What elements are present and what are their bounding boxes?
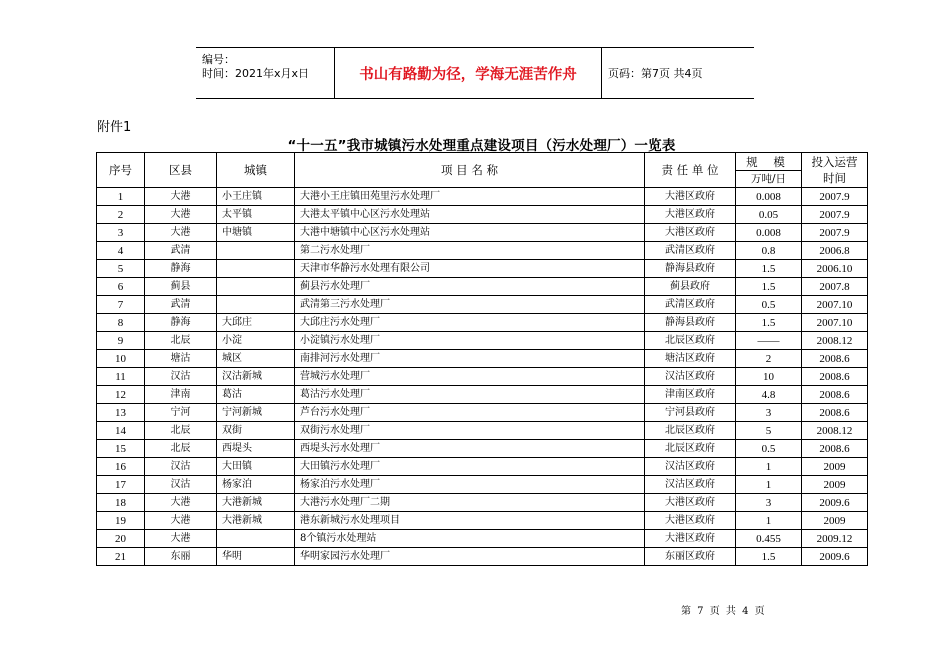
cell-town: 大田镇 [217, 458, 295, 476]
cell-unit: 大港区政府 [645, 512, 736, 530]
cell-town: 大港新城 [217, 494, 295, 512]
cell-district: 大港 [145, 530, 217, 548]
header-district: 区县 [145, 153, 217, 188]
cell-seq: 7 [97, 296, 145, 314]
cell-unit: 汉沽区政府 [645, 476, 736, 494]
cell-town: 大邱庄 [217, 314, 295, 332]
cell-town: 葛沽 [217, 386, 295, 404]
cell-scale: 1.5 [736, 278, 802, 296]
table-row [97, 296, 868, 314]
header-scale-unit: 万吨/日 [736, 171, 802, 188]
cell-scale: 0.5 [736, 296, 802, 314]
cell-district: 静海 [145, 314, 217, 332]
table-row [97, 404, 868, 422]
cell-seq: 17 [97, 476, 145, 494]
cell-project: 大港污水处理厂二期 [295, 494, 645, 512]
cell-seq: 1 [97, 188, 145, 206]
cell-district: 大港 [145, 206, 217, 224]
cell-seq: 16 [97, 458, 145, 476]
cell-time: 2008.6 [802, 350, 868, 368]
cell-project: 营城污水处理厂 [295, 368, 645, 386]
cell-town [217, 278, 295, 296]
cell-scale: 3 [736, 404, 802, 422]
cell-time: 2007.10 [802, 296, 868, 314]
cell-seq: 11 [97, 368, 145, 386]
cell-district: 东丽 [145, 548, 217, 566]
cell-town: 大港新城 [217, 512, 295, 530]
cell-time: 2007.8 [802, 278, 868, 296]
table-row [97, 458, 868, 476]
cell-town [217, 242, 295, 260]
table-row [97, 440, 868, 458]
table-row [97, 386, 868, 404]
cell-unit: 蓟县政府 [645, 278, 736, 296]
cell-project: 南排河污水处理厂 [295, 350, 645, 368]
cell-seq: 3 [97, 224, 145, 242]
header-town: 城镇 [217, 153, 295, 188]
table-row [97, 548, 868, 566]
cell-scale: 5 [736, 422, 802, 440]
page-footer: 第 7 页 共 4 页 [681, 606, 765, 617]
cell-town: 太平镇 [217, 206, 295, 224]
cell-town: 华明 [217, 548, 295, 566]
cell-scale: 1 [736, 512, 802, 530]
cell-time: 2008.6 [802, 386, 868, 404]
cell-district: 津南 [145, 386, 217, 404]
cell-district: 北辰 [145, 440, 217, 458]
cell-project: 大田镇污水处理厂 [295, 458, 645, 476]
cell-district: 大港 [145, 512, 217, 530]
cell-town: 中塘镇 [217, 224, 295, 242]
header-project: 项 目 名 称 [295, 153, 645, 188]
table-row [97, 476, 868, 494]
cell-town: 宁河新城 [217, 404, 295, 422]
cell-scale: 1 [736, 476, 802, 494]
cell-district: 塘沽 [145, 350, 217, 368]
header-motto: 书山有路勤为径，学海无涯苦作舟 [335, 48, 602, 98]
cell-district: 汉沽 [145, 368, 217, 386]
cell-scale: 2 [736, 350, 802, 368]
cell-unit: 静海县政府 [645, 314, 736, 332]
header-operation: 投入运营时间 [802, 153, 868, 188]
table-title: “十一五”我市城镇污水处理重点建设项目（污水处理厂）一览表 [287, 138, 676, 154]
cell-town: 双街 [217, 422, 295, 440]
cell-district: 北辰 [145, 332, 217, 350]
cell-project: 蓟县污水处理厂 [295, 278, 645, 296]
cell-scale: 1.5 [736, 314, 802, 332]
cell-town: 西堤头 [217, 440, 295, 458]
cell-unit: 宁河县政府 [645, 404, 736, 422]
cell-scale: 0.8 [736, 242, 802, 260]
table-row [97, 422, 868, 440]
cell-scale: 3 [736, 494, 802, 512]
cell-seq: 14 [97, 422, 145, 440]
cell-town: 汉沽新城 [217, 368, 295, 386]
cell-seq: 4 [97, 242, 145, 260]
cell-district: 武清 [145, 242, 217, 260]
header-seq: 序号 [97, 153, 145, 188]
cell-town [217, 296, 295, 314]
header-unit: 责 任 单 位 [645, 153, 736, 188]
cell-project: 大港小王庄镇田苑里污水处理厂 [295, 188, 645, 206]
cell-unit: 大港区政府 [645, 188, 736, 206]
cell-seq: 5 [97, 260, 145, 278]
cell-seq: 10 [97, 350, 145, 368]
page-label: 页码：第7页 共4页 [608, 67, 703, 80]
cell-scale: 1.5 [736, 548, 802, 566]
cell-district: 汉沽 [145, 476, 217, 494]
cell-unit: 大港区政府 [645, 494, 736, 512]
number-label: 编号： [202, 53, 235, 66]
cell-unit: 塘沽区政府 [645, 350, 736, 368]
cell-project: 葛沽污水处理厂 [295, 386, 645, 404]
cell-district: 汉沽 [145, 458, 217, 476]
header-meta [196, 48, 335, 98]
table-row [97, 188, 868, 206]
cell-seq: 19 [97, 512, 145, 530]
cell-unit: 静海县政府 [645, 260, 736, 278]
cell-district: 武清 [145, 296, 217, 314]
table-row [97, 206, 868, 224]
cell-scale: 4.8 [736, 386, 802, 404]
table-row [97, 260, 868, 278]
table-row [97, 512, 868, 530]
cell-time: 2009.6 [802, 548, 868, 566]
cell-seq: 13 [97, 404, 145, 422]
cell-scale: 0.05 [736, 206, 802, 224]
cell-scale: 0.008 [736, 188, 802, 206]
cell-unit: 汉沽区政府 [645, 368, 736, 386]
cell-time: 2007.9 [802, 224, 868, 242]
cell-unit: 北辰区政府 [645, 332, 736, 350]
cell-town: 杨家泊 [217, 476, 295, 494]
cell-town: 城区 [217, 350, 295, 368]
cell-unit: 津南区政府 [645, 386, 736, 404]
cell-town [217, 260, 295, 278]
cell-unit: 北辰区政府 [645, 440, 736, 458]
cell-unit: 东丽区政府 [645, 548, 736, 566]
cell-project: 港东新城污水处理项目 [295, 512, 645, 530]
cell-seq: 2 [97, 206, 145, 224]
table-row [97, 242, 868, 260]
cell-time: 2008.12 [802, 422, 868, 440]
cell-seq: 12 [97, 386, 145, 404]
cell-unit: 武清区政府 [645, 296, 736, 314]
cell-town: 小王庄镇 [217, 188, 295, 206]
cell-unit: 大港区政府 [645, 224, 736, 242]
cell-district: 宁河 [145, 404, 217, 422]
cell-time: 2006.10 [802, 260, 868, 278]
table-row [97, 530, 868, 548]
cell-district: 大港 [145, 494, 217, 512]
cell-time: 2009 [802, 458, 868, 476]
cell-district: 静海 [145, 260, 217, 278]
table-row [97, 314, 868, 332]
cell-time: 2007.10 [802, 314, 868, 332]
cell-unit: 大港区政府 [645, 530, 736, 548]
cell-seq: 21 [97, 548, 145, 566]
cell-unit: 武清区政府 [645, 242, 736, 260]
cell-scale: 0.008 [736, 224, 802, 242]
cell-time: 2008.12 [802, 332, 868, 350]
cell-project: 天津市华静污水处理有限公司 [295, 260, 645, 278]
cell-time: 2008.6 [802, 404, 868, 422]
cell-district: 大港 [145, 188, 217, 206]
cell-town [217, 530, 295, 548]
time-label: 时间：2021年x月x日 [202, 67, 310, 80]
cell-project: 小淀镇污水处理厂 [295, 332, 645, 350]
table-row [97, 494, 868, 512]
cell-seq: 9 [97, 332, 145, 350]
cell-seq: 15 [97, 440, 145, 458]
cell-project: 大港中塘镇中心区污水处理站 [295, 224, 645, 242]
cell-district: 蓟县 [145, 278, 217, 296]
cell-seq: 6 [97, 278, 145, 296]
cell-project: 芦台污水处理厂 [295, 404, 645, 422]
cell-scale: 0.5 [736, 440, 802, 458]
cell-project: 双街污水处理厂 [295, 422, 645, 440]
cell-project: 杨家泊污水处理厂 [295, 476, 645, 494]
cell-time: 2007.9 [802, 206, 868, 224]
cell-scale: 1 [736, 458, 802, 476]
table-row [97, 224, 868, 242]
cell-project: 大邱庄污水处理厂 [295, 314, 645, 332]
cell-unit: 汉沽区政府 [645, 458, 736, 476]
cell-scale: 0.455 [736, 530, 802, 548]
table-row [97, 350, 868, 368]
table-row [97, 332, 868, 350]
cell-scale: 10 [736, 368, 802, 386]
cell-time: 2009.12 [802, 530, 868, 548]
cell-project: 第二污水处理厂 [295, 242, 645, 260]
cell-time: 2006.8 [802, 242, 868, 260]
header-scale: 规 模 [736, 153, 802, 171]
document-header [196, 47, 754, 99]
cell-project: 西堤头污水处理厂 [295, 440, 645, 458]
cell-time: 2007.9 [802, 188, 868, 206]
cell-district: 北辰 [145, 422, 217, 440]
cell-time: 2009.6 [802, 494, 868, 512]
cell-project: 大港太平镇中心区污水处理站 [295, 206, 645, 224]
cell-project: 8个镇污水处理站 [295, 530, 645, 548]
cell-seq: 18 [97, 494, 145, 512]
cell-seq: 8 [97, 314, 145, 332]
cell-unit: 大港区政府 [645, 206, 736, 224]
cell-time: 2008.6 [802, 368, 868, 386]
cell-scale: 1.5 [736, 260, 802, 278]
cell-unit: 北辰区政府 [645, 422, 736, 440]
cell-town: 小淀 [217, 332, 295, 350]
cell-time: 2008.6 [802, 440, 868, 458]
project-table [96, 152, 868, 566]
cell-district: 大港 [145, 224, 217, 242]
attachment-label: 附件1 [97, 120, 132, 135]
cell-time: 2009 [802, 512, 868, 530]
cell-seq: 20 [97, 530, 145, 548]
table-row [97, 278, 868, 296]
cell-scale: —— [736, 332, 802, 350]
table-row [97, 368, 868, 386]
cell-project: 武清第三污水处理厂 [295, 296, 645, 314]
cell-time: 2009 [802, 476, 868, 494]
cell-project: 华明家园污水处理厂 [295, 548, 645, 566]
